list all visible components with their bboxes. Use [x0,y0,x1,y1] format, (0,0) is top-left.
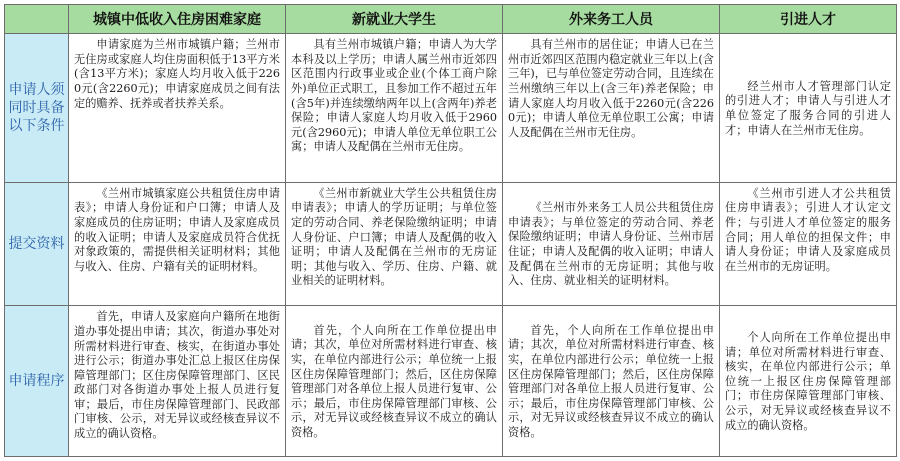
cell-documents-talent: 《兰州市引进人才公共租赁住房申请表》；引进人才认定文件；与引进人才单位签定的服务合同；用人单位的担保文件；申请人身份证；申请人及家庭成员在兰州市的无房证明。 [720,182,897,306]
column-header-introduced-talent: 引进人才 [720,5,897,34]
housing-eligibility-table [4,4,897,457]
cell-procedure-migrant: 首先，个人向所在工作单位提出申请；其次，单位对所需材料进行审查、核实，在单位内部进行公示；单位统一上报区住房保障管理部门；然后，区住房保障管理部门对各单位上报人员进行复审、公示；最后，市住房保障管理部门审核、公示，对无异议或经核查异议不成立的确认资格。 [503,306,720,457]
table-row-documents [5,182,897,306]
cell-eligibility-migrant: 具有兰州市的居住证；申请人已在兰州市近郊四区范围内稳定就业三年以上(含三年)，已与单位签定劳动合同，且连续在兰州缴纳三年以上(含三年)养老保险；申请人家庭人均月收入低于2260元(含2260元)；申请人单位无单位职工公寓；申请人及配偶在兰州市无住房。 [503,34,720,183]
column-header-migrant-workers: 外来务工人员 [503,5,720,34]
header-corner [5,5,69,34]
row-label-eligibility: 申请人须同时具备以下条件 [5,34,69,183]
cell-documents-low-income: 《兰州市城镇家庭公共租赁住房申请表》；申请人身份证和户口簿；申请人及家庭成员的住房证明；申请人及家庭成员的收入证明；申请人及家庭成员符合优抚对象政策的，需提供相关证明材料；其他与收入、住房、户籍有关的证明材料。 [69,182,286,306]
column-header-new-graduates: 新就业大学生 [286,5,503,34]
column-header-low-income-families: 城镇中低收入住房困难家庭 [69,5,286,34]
table-row-eligibility [5,34,897,183]
row-label-procedure: 申请程序 [5,306,69,457]
table-row-procedure [5,306,897,457]
cell-eligibility-talent: 经兰州市人才管理部门认定的引进人才；申请人与引进人才单位签定了服务合同的引进人才；申请人在兰州市无住房。 [720,34,897,183]
cell-documents-graduates: 《兰州市新就业大学生公共租赁住房申请表》；申请人的学历证明；与单位签定的劳动合同、养老保险缴纳证明；申请人身份证、户口簿；申请人及配偶的收入证明；申请人及配偶在兰州市的无房证明；其他与收入、学历、住房、户籍、就业相关的证明材料。 [286,182,503,306]
cell-eligibility-low-income: 申请家庭为兰州市城镇户籍；兰州市无住房或家庭人均住房面积低于13平方米(含13平方米)；家庭人均月收入低于2260元(含2260元)；申请家庭成员之间有法定的赡养、抚养或者扶养关系。 [69,34,286,183]
cell-procedure-talent: 个人向所在工作单位提出申请；单位对所需材料进行审查、核实，在单位内部进行公示；单位统一上报区住房保障管理部门；市住房保障管理部门审核、公示，对无异议或经核查异议不成立的确认资格。 [720,306,897,457]
row-label-documents: 提交资料 [5,182,69,306]
cell-procedure-graduates: 首先，个人向所在工作单位提出申请；其次，单位对所需材料进行审查、核实，在单位内部进行公示；单位统一上报区住房保障管理部门；然后，区住房保障管理部门对各单位上报人员进行复审、公示；最后，市住房保障管理部门审核、公示，对无异议或经核查异议不成立的确认资格。 [286,306,503,457]
cell-procedure-low-income: 首先，申请人及家庭向户籍所在地街道办事处提出申请；其次，街道办事处对所需材料进行审查、核实，在街道办事处进行公示；街道办事处汇总上报区住房保障管理部门；区住房保障管理部门、区民政部门对各街道办事处上报人员进行复审；最后，市住房保障管理部门、民政部门审核、公示，对无异议或经核查异议不成立的确认资格。 [69,306,286,457]
header-row [5,5,897,34]
cell-eligibility-graduates: 具有兰州市城镇户籍；申请人为大学本科及以上学历；申请人属兰州市近郊四区范围内行政事业或企业(个体工商户除外)单位正式职工，且参加工作不超过五年(含5年)并连续缴纳两年以上(含两年)养老保险；申请人家庭人均月收入低于2960元(含2960元)；申请人单位无单位职工公寓；申请人及配偶在兰州市无住房。 [286,34,503,183]
cell-documents-migrant: 《兰州市外来务工人员公共租赁住房申请表》；与单位签定的劳动合同、养老保险缴纳证明；申请人身份证、兰州市居住证；申请人及配偶的收入证明；申请人及配偶在兰州市的无房证明；其他与收入、住房、就业相关的证明材料。 [503,182,720,306]
